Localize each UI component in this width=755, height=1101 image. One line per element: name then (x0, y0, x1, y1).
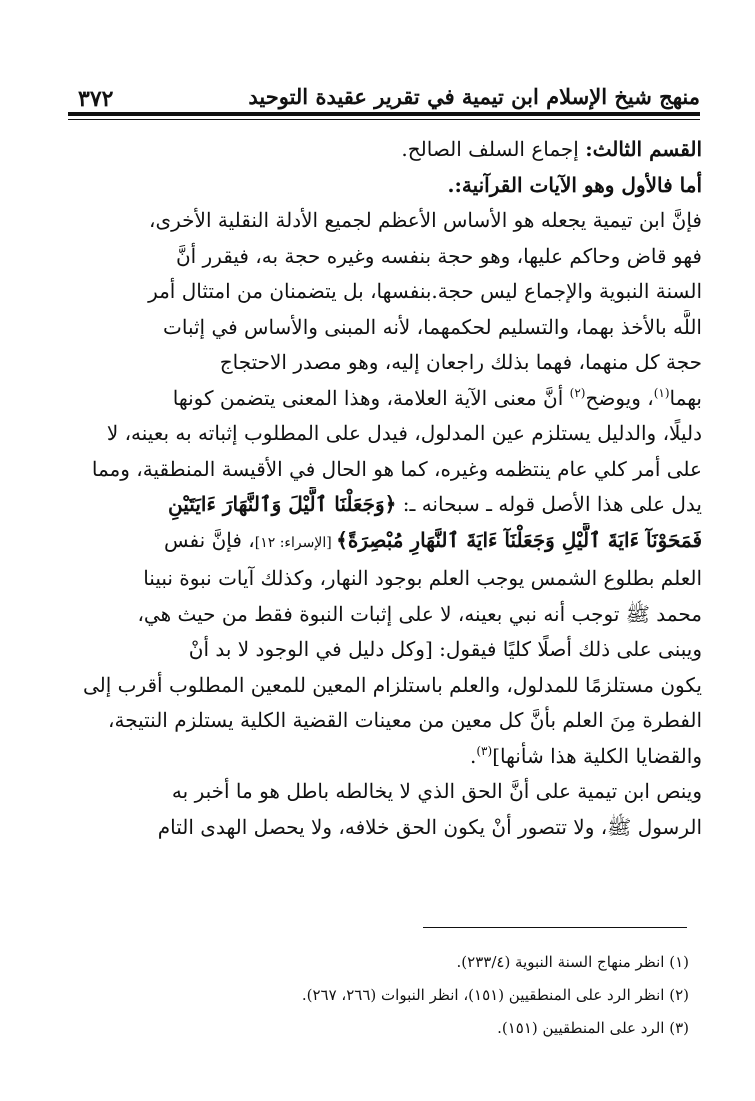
paragraph-line-16 (68, 739, 702, 775)
main-text (68, 132, 702, 845)
paragraph-line-7: دليلًا، والدليل يستلزم عين المدلول، فيدل على المطلوب إثباته به بعينه، لا (106, 421, 702, 445)
paragraph-line-13: ويبنى على ذلك أصلًا كليًا فيقول: [وكل دليل في الوجود لا بد أنْ (188, 637, 702, 661)
section-label: القسم الثالث: (585, 137, 702, 161)
header-title: منهج شيخ الإسلام ابن تيمية في تقرير عقيدة التوحيد (248, 84, 700, 109)
paragraph-line-9 (68, 487, 702, 523)
footnote-2: (٢) انظر الرد على المنطقيين (١٥١)، انظر النبوات (٢٦٦، ٢٦٧). (301, 986, 689, 1004)
quran-verse-part-1: ﴿وَجَعَلْنَا ٱلَّيْلَ وَٱلنَّهَارَ ءَايَتَيْنِ (168, 492, 397, 516)
footnote-3: (٣) الرد على المنطقيين (١٥١). (497, 1019, 689, 1037)
line16-part-b: . (470, 743, 477, 768)
paragraph-line-17: وينص ابن تيمية على أنَّ الحق الذي لا يخالطه باطل هو ما أخبر به (171, 779, 702, 803)
paragraph-line-18: الرسول ﷺ، ولا تتصور أنْ يكون الحق خلافه، ولا يحصل الهدى التام (157, 814, 702, 839)
paragraph-line-3: السنة النبوية والإجماع ليس حجة.بنفسها، بل يتضمنان من امتثال أمر (148, 279, 702, 303)
paragraph-line-10 (68, 523, 702, 562)
line10-part-b: ، فإنَّ نفس (164, 527, 255, 552)
paragraph-line-14: يكون مستلزمًا للمدلول، والعلم باستلزام المعين للمعين المطلوب أقرب إلى (82, 672, 702, 697)
section-heading (68, 132, 702, 168)
line6-part-a: بهما (669, 385, 702, 410)
footnote-ref-1[interactable]: (١) (653, 385, 670, 400)
footnotes (89, 946, 689, 1045)
line6-part-b: ، ويوضح (585, 385, 654, 410)
paragraph-line-4: اللَّه بالأخذ بهما، والتسليم لحكمهما، لأنه المبنى والأساس في إثبات (163, 314, 702, 339)
paragraph-line-8: على أمر كلي عام ينتظمه وغيره، كما هو الحال في الأقيسة المنطقية، ومما (91, 456, 702, 481)
paragraph-line-5: حجة كل منهما، فهما بذلك راجعان إليه، وهو مصدر الاحتجاج (219, 350, 702, 374)
section-text: إجماع السلف الصالح. (401, 137, 586, 161)
quran-verse-part-2: فَمَحَوْنَآ ءَايَةَ ٱلَّيْلِ وَجَعَلْنَآ ءَايَةَ ٱلنَّهَارِ مُبْصِرَةً﴾ (336, 527, 702, 552)
line9-part-a: يدل على هذا الأصل قوله ـ سبحانه ـ: (396, 492, 702, 516)
page-number: ٣٧٢ (78, 86, 114, 112)
line16-part-a: والقضايا الكلية هذا شأنها] (492, 743, 702, 768)
paragraph-line-12: محمد ﷺ توجب أنه نبي بعينه، لا على إثبات النبوة فقط من حيث هي، (137, 601, 702, 626)
line6-part-c: أنَّ معنى الآية العلامة، وهذا المعنى يتضمن كونها (172, 385, 570, 410)
header-rule-thin (68, 119, 700, 120)
running-header (68, 78, 700, 122)
paragraph-line-11: العلم بطلوع الشمس يوجب العلم بوجود النهار، وكذلك آيات نبوة نبينا (143, 566, 702, 590)
footnote-separator (423, 927, 687, 928)
verse-reference: [الإسراء: ١٢] (254, 534, 337, 551)
paragraph-line-6 (68, 381, 702, 417)
footnote-ref-2[interactable]: (٢) (569, 385, 586, 400)
subheading: أما فالأول وهو الآيات القرآنية:. (447, 172, 702, 197)
paragraph-line-2: فهو قاض وحاكم عليها، وهو حجة بنفسه وغيره حجة به، فيقرر أنَّ (175, 243, 702, 268)
paragraph-line-1: فإنَّ ابن تيمية يجعله هو الأساس الأعظم لجميع الأدلة النقلية الأخرى، (149, 208, 702, 232)
footnote-ref-3[interactable]: (٣) (476, 743, 493, 758)
header-rule-thick (68, 112, 700, 116)
footnote-1: (١) انظر منهاج السنة النبوية (٢٣٣/٤). (456, 953, 689, 971)
paragraph-line-15: الفطرة مِنَ العلم بأنَّ كل معين من معينات القضية الكلية يستلزم النتيجة، (108, 708, 702, 732)
